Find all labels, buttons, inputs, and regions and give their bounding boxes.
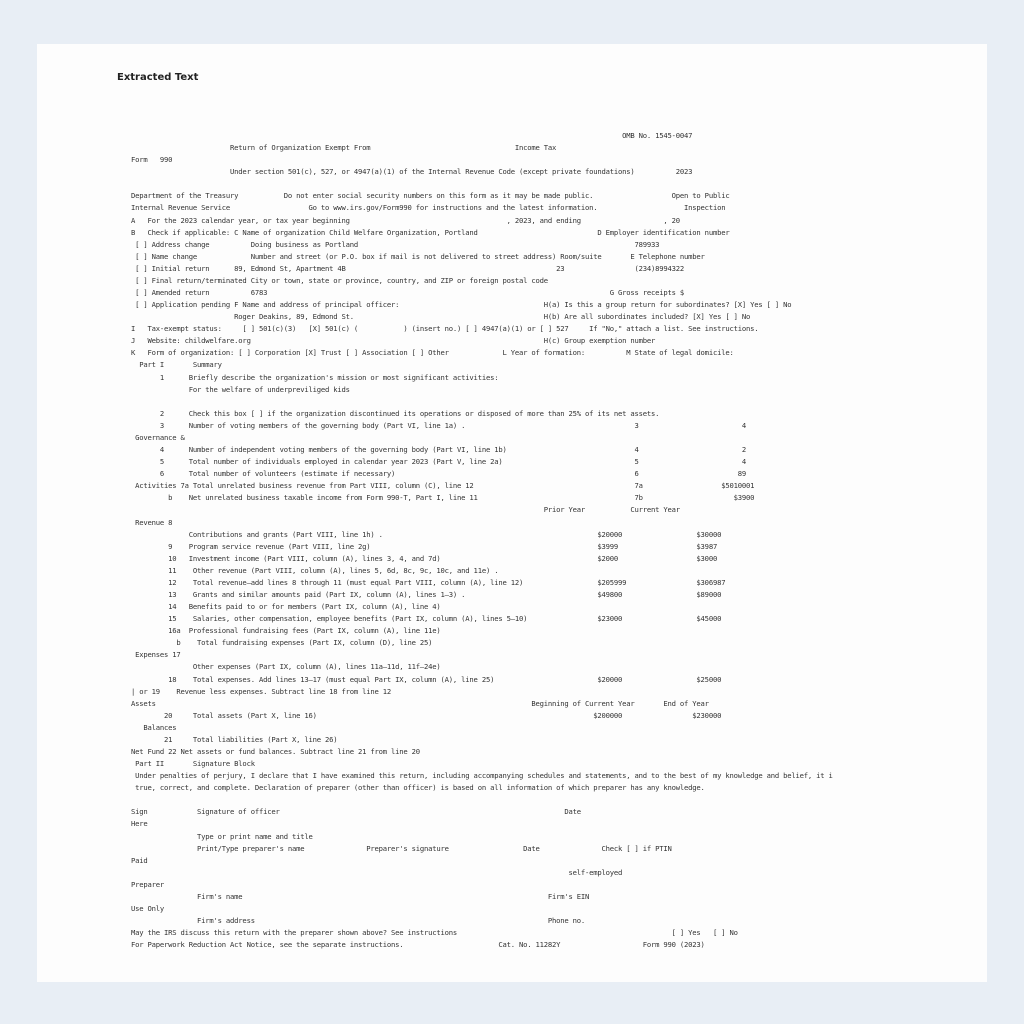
text-line: Contributions and grants (Part VIII, line 1h) . $20000 $30000 xyxy=(131,529,722,539)
text-line: 6 Total number of volunteers (estimate if necessary) 6 89 xyxy=(131,469,746,479)
text-line: Assets Beginning of Current Year End of Year xyxy=(131,698,709,708)
text-line: For Paperwork Reduction Act Notice, see the separate instructions. Cat. No. 11282Y Form 990 (2023) xyxy=(131,940,705,950)
text-line: 5 Total number of individuals employed in calendar year 2023 (Part V, line 2a) 5 4 xyxy=(131,457,746,467)
text-line: 1 Briefly describe the organization's mission or most significant activities: xyxy=(131,372,499,382)
text-line: Roger Deakins, 89, Edmond St. H(b) Are all subordinates included? [X] Yes [ ] No xyxy=(131,312,751,322)
text-line: 4 Number of independent voting members of the governing body (Part VI, line 1b) 4 2 xyxy=(131,445,746,455)
text-line: [ ] Name change Number and street (or P.O. box if mail is not delivered to street address) Room/suite E Telephone number xyxy=(131,251,705,261)
text-line: Use Only xyxy=(131,904,165,913)
text-line: Internal Revenue Service Go to www.irs.gov/Form990 for instructions and the latest information. Inspection xyxy=(131,203,726,213)
text-line: 9 Program service revenue (Part VIII, line 2g) $3999 $3987 xyxy=(131,541,718,551)
text-line: Prior Year Current Year xyxy=(131,505,680,515)
text-line: OMB No. 1545-0047 xyxy=(131,131,693,140)
text-line: B Check if applicable: C Name of organization Child Welfare Organization, Portland D Employer identification number xyxy=(131,227,730,237)
text-line: 15 Salaries, other compensation, employee benefits (Part IX, column (A), lines 5–10) $23000 $45000 xyxy=(131,614,722,624)
text-line: For the welfare of underpreviliged kids xyxy=(131,384,350,394)
text-line: Department of the Treasury Do not enter social security numbers on this form as it may be made public. Open to Public xyxy=(131,191,730,201)
text-line: self-employed xyxy=(131,867,623,877)
text-line: 18 Total expenses. Add lines 13–17 (must equal Part IX, column (A), line 25) $20000 $25000 xyxy=(131,674,722,684)
text-line: Expenses 17 xyxy=(131,650,181,660)
text-line: 12 Total revenue—add lines 8 through 11 (must equal Part VIII, column (A), line 12) $205999 $306987 xyxy=(131,577,726,587)
text-line: 2 Check this box [ ] if the organization discontinued its operations or disposed of more than 25% of its net assets. xyxy=(131,408,660,418)
text-line: Balances xyxy=(131,722,177,732)
text-line: Under section 501(c), 527, or 4947(a)(1) of the Internal Revenue Code (except private foundations) 2023 xyxy=(131,167,693,177)
text-line: Print/Type preparer's name Preparer's signature Date Check [ ] if PTIN xyxy=(131,843,672,853)
text-line: 3 Number of voting members of the governing body (Part VI, line 1a) . 3 4 xyxy=(131,420,746,430)
text-line: Paid xyxy=(131,855,148,865)
text-line: I Tax-exempt status: [ ] 501(c)(3) [X] 501(c) ( ) (insert no.) [ ] 4947(a)(1) or [ ] 527 If "No," attach a list. See instructions. xyxy=(131,324,759,334)
extracted-text-block xyxy=(131,130,833,951)
text-line: May the IRS discuss this return with the preparer shown above? See instructions [ ] Yes [ ] No xyxy=(131,928,738,938)
text-line: | or 19 Revenue less expenses. Subtract line 18 from line 12 xyxy=(131,686,392,696)
text-line: Other expenses (Part IX, column (A), lines 11a–11d, 11f–24e) xyxy=(131,662,441,672)
text-line: [ ] Final return/terminated City or town, state or province, country, and ZIP or foreign postal code xyxy=(131,275,548,285)
text-line: 16a Professional fundraising fees (Part IX, column (A), line 11e) xyxy=(131,626,441,636)
text-line: 13 Grants and similar amounts paid (Part IX, column (A), lines 1–3) . $49800 $89000 xyxy=(131,589,722,599)
text-line: true, correct, and complete. Declaration of preparer (other than officer) is based on all information of which preparer has any knowledge. xyxy=(131,783,705,793)
text-line: 14 Benefits paid to or for members (Part IX, column (A), line 4) xyxy=(131,602,441,612)
text-line: A For the 2023 calendar year, or tax year beginning , 2023, and ending , 20 xyxy=(131,215,680,225)
text-line: Here xyxy=(131,819,148,829)
text-line: b Net unrelated business taxable income from Form 990-T, Part I, line 11 7b $3900 xyxy=(131,493,755,503)
text-line: Under penalties of perjury, I declare that I have examined this return, including accompanying schedules and statements, and to the best of my knowledge and belief, it i xyxy=(131,771,833,781)
text-line: J Website: childwelfare.org H(c) Group exemption number xyxy=(131,336,656,346)
text-line: b Total fundraising expenses (Part IX, column (D), line 25) xyxy=(131,638,433,648)
text-line: Net Fund 22 Net assets or fund balances. Subtract line 21 from line 20 xyxy=(131,746,420,756)
text-line: [ ] Amended return 6783 G Gross receipts $ xyxy=(131,288,685,298)
text-line: Governance & xyxy=(131,432,185,442)
text-line: 10 Investment income (Part VIII, column (A), lines 3, 4, and 7d) $2000 $3000 xyxy=(131,553,718,563)
text-line: K Form of organization: [ ] Corporation [X] Trust [ ] Association [ ] Other L Year of formation: M State of legal domicile: xyxy=(131,348,734,358)
text-line: [ ] Initial return 89, Edmond St, Apartment 4B 23 (234)8994322 xyxy=(131,263,685,273)
text-line: [ ] Address change Doing business as Portland 789933 xyxy=(131,239,660,249)
text-line: 21 Total liabilities (Part X, line 26) xyxy=(131,734,338,744)
text-line: Activities 7a Total unrelated business revenue from Part VIII, column (C), line 12 7a $5010001 xyxy=(131,481,755,491)
text-line: Firm's name Firm's EIN xyxy=(131,891,590,901)
page-title: Extracted Text xyxy=(117,72,199,83)
text-line: Revenue 8 xyxy=(131,517,173,527)
text-line: Part II Signature Block xyxy=(131,759,255,769)
text-line: Firm's address Phone no. xyxy=(131,916,585,926)
text-line: 11 Other revenue (Part VIII, column (A), lines 5, 6d, 8c, 9c, 10c, and 11e) . xyxy=(131,565,499,575)
text-line: Return of Organization Exempt From Income Tax xyxy=(131,143,557,153)
text-line: Preparer xyxy=(131,879,165,889)
text-line: Type or print name and title xyxy=(131,831,313,841)
text-line: 20 Total assets (Part X, line 16) $200000 $230000 xyxy=(131,710,722,720)
text-line: Form 990 xyxy=(131,155,173,165)
document-card xyxy=(37,44,987,982)
text-line: Sign Signature of officer Date xyxy=(131,807,581,817)
text-line: Part I Summary xyxy=(131,360,222,370)
text-line: [ ] Application pending F Name and address of principal officer: H(a) Is this a group return for subordinates? [X] Yes [ ] No xyxy=(131,300,792,310)
